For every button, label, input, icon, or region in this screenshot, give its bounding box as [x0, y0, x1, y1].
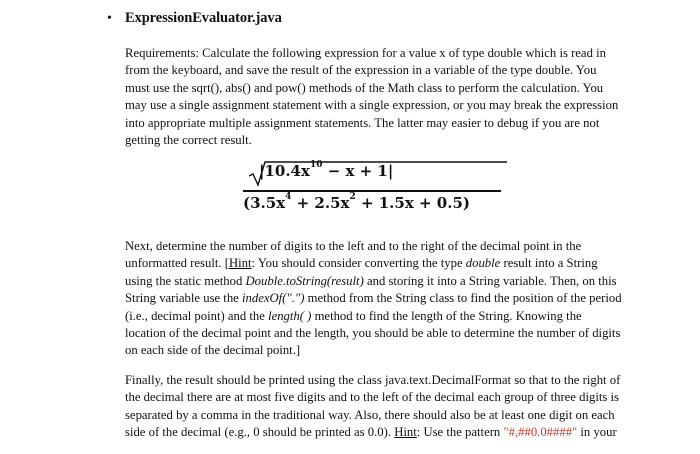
numerator-rest: − x + 1| [322, 162, 394, 180]
next-line-5-b: method to find the length of the String. Knowing the [311, 308, 582, 323]
finally-line-4-c: in your [577, 425, 617, 440]
denominator-term-b: + 2.5x [291, 194, 350, 212]
next-line-2 [125, 255, 625, 272]
denominator-term-c: + 1.5x + 0.5) [355, 194, 470, 212]
finally-line-4-a: side of the decimal (e.g., 0 should be printed as 0.0). [125, 425, 395, 440]
next-line-2-b: : You should consider converting the type [251, 256, 466, 271]
finally-line-3: separated by a comma in the traditional way. Also, there should also be at least one digit on each [125, 407, 615, 422]
math-expression [235, 160, 505, 222]
next-line-3 [125, 273, 625, 290]
length-method: length( ) [268, 308, 312, 323]
tostring-method: Double.toString(result) [245, 273, 364, 288]
numerator-term: |10.4x [259, 162, 310, 180]
next-line-7: on each side of the decimal point.] [125, 343, 301, 358]
next-line-3-b: and storing it into a String variable. Then, on this [363, 273, 617, 288]
next-line-3-a: using the static method [125, 273, 246, 288]
requirements-line-2: from the keyboard, and save the result of the expression in a variable of the type double. You [125, 63, 597, 78]
bullet-marker: • [107, 11, 112, 26]
double-keyword: double [465, 256, 501, 271]
expression-denominator [243, 194, 470, 212]
finally-line-4 [125, 424, 625, 441]
requirements-line-1 [125, 45, 625, 62]
requirements-paragraph [125, 45, 625, 149]
denominator-term-a: (3.5x [243, 194, 286, 212]
decimal-pattern: "#,##0.0####" [503, 425, 578, 440]
next-line-4-a: String variable use the [125, 291, 242, 306]
requirements-line-5: into appropriate multiple assignment statements. The latter may easier to debug if you are not [125, 115, 600, 130]
next-line-5 [125, 308, 625, 325]
indexof-method: indexOf(".") [241, 291, 305, 306]
next-line-4 [125, 290, 625, 307]
fraction-bar [243, 190, 501, 192]
finally-paragraph [125, 372, 625, 442]
expression-numerator [259, 162, 393, 180]
hint-label: Hint [228, 256, 252, 271]
next-paragraph [125, 238, 625, 360]
next-line-1: Next, determine the number of digits to the left and to the right of the decimal point in the [125, 239, 582, 253]
next-line-2-a: unformatted result. [ [125, 256, 229, 271]
finally-line-2: the decimal there are at most five digits and to the left of the decimal each group of three digits is [125, 390, 619, 405]
next-line-6: location of the decimal point and the length, you should be able to determine the number of digits [125, 326, 621, 341]
next-line-4-b: method from the String class to find the position of the period [304, 291, 622, 306]
file-heading: ExpressionEvaluator.java [125, 10, 282, 26]
numerator-exponent: 10 [309, 160, 323, 170]
requirements-label: Requirements [125, 46, 196, 60]
denominator-exponent-b: 2 [349, 192, 356, 202]
requirements-line-4: may use a single assignment statement with a single expression, or you may break the expression [125, 98, 619, 113]
denominator-exponent-a: 4 [285, 192, 292, 202]
finally-line-4-b: : Use the pattern [416, 425, 504, 440]
hint-label-2: Hint [394, 425, 417, 440]
next-line-5-a: (i.e., decimal point) and the [125, 308, 269, 323]
next-line-2-c: result into a String [500, 256, 598, 271]
requirements-line-6: getting the correct result. [125, 133, 252, 148]
finally-line-1: Finally, the result should be printed using the class java.text.DecimalFormat so that to the right of [125, 373, 621, 387]
requirements-text-1: : Calculate the following expression for a value x of type double which is read in [195, 46, 606, 60]
requirements-line-3: must use the sqrt(), abs() and pow() methods of the Math class to perform the calculation. You [125, 80, 604, 95]
